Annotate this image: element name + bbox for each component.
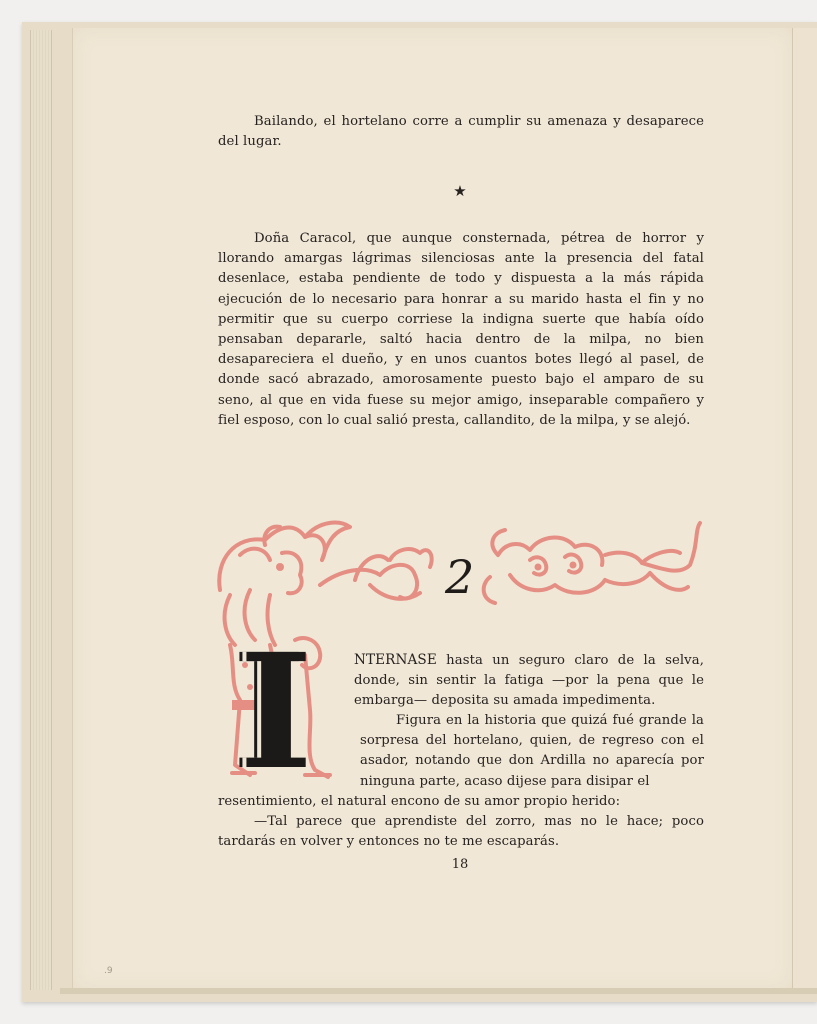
- paragraph-dona-caracol: Doña Caracol, que aunque consternada, pétrea de horror y llorando amargas lágrimas silenciosas ante la presencia del fatal desenlace, estaba pendiente de todo y dispuesta a la más rápida ejecución de lo necesario para honrar a su marido hasta el fin y no permitir que su cuerpo corriese la indigna suerte que había oído pensaban depararle, saltó hacia dentro de la milpa, no bien desapareciera el dueño, y en unos cuantos botes llegó al pasel, de donde sacó abrazado, amorosamente puesto bajo el amparo de su seno, al que en vida fuese su mejor amigo, inseparable compañero y fiel esposo, con lo cual salió presta, callandito, de la milpa, y se alejó.: [218, 231, 704, 428]
- paragraph-dialogue: —Tal parece que aprendiste del zorro, mas no le hace; poco tardarás en volver y entonces no te me escaparás.: [218, 814, 704, 850]
- paragraph-bailando: Bailando, el hortelano corre a cumplir su amenaza y desaparece del lugar.: [218, 114, 704, 150]
- right-page-edge: [792, 28, 817, 990]
- page-number: 18: [451, 857, 469, 872]
- chapter-number: 2: [445, 550, 475, 604]
- star-separator: ★: [453, 182, 467, 200]
- page-stack-edge: [30, 30, 52, 990]
- drop-cap-letter: I: [239, 620, 313, 805]
- corner-pencil-mark: .9: [104, 966, 113, 976]
- bottom-page-edge: [60, 988, 817, 994]
- paragraph-resentimiento: resentimiento, el natural encono de su amor propio herido:: [218, 794, 621, 809]
- paragraph-figura: Figura en la historia que quizá fué grande la sorpresa del hortelano, quien, de regreso con el asador, notando que don Ardilla no aparecía por ninguna parte, acaso dijese para disipar el: [360, 713, 704, 789]
- paragraph-internase-rest: hasta un seguro claro de la selva, donde, sin sentir la fatiga —por la pena que le embarga— deposita su amada impedimenta.: [354, 653, 704, 709]
- paragraph-internase: [354, 650, 704, 712]
- small-caps-lead: NTERNASE: [354, 652, 437, 668]
